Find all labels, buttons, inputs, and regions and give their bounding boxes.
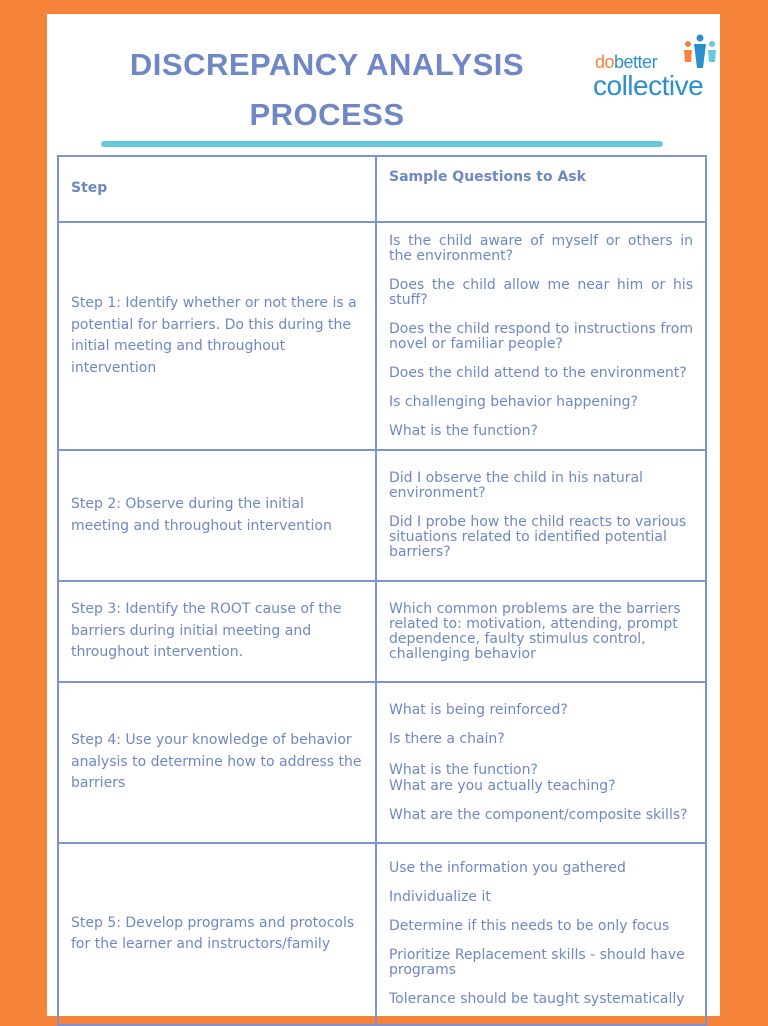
question-item: Does the child respond to instructions from novel or familiar people? (389, 320, 693, 352)
step-cell: Step 1: Identify whether or not there is a potential for barriers. Do this during the initial meeting and throughout intervention (58, 222, 376, 450)
table-row (58, 843, 706, 1025)
questions-cell (376, 682, 706, 843)
table-row (58, 581, 706, 682)
header-questions: Sample Questions to Ask (376, 156, 706, 222)
title-line-2: PROCESS (249, 97, 405, 132)
question-item: Is the child aware of myself or others in the environment? (389, 232, 693, 264)
page-title (107, 40, 547, 140)
question-item: Which common problems are the barriers related to: motivation, attending, prompt dependence, faulty stimulus control, challenging behavior (389, 600, 681, 662)
table-row (58, 222, 706, 450)
step-cell: Step 4: Use your knowledge of behavior analysis to determine how to address the barriers (58, 682, 376, 843)
document-page (47, 14, 720, 1016)
question-item: What is the function? (389, 761, 538, 778)
question-item: Determine if this needs to be only focus (389, 918, 670, 934)
table-header-row (58, 156, 706, 222)
question-item: What is being reinforced? (389, 701, 568, 718)
step-cell: Step 2: Observe during the initial meeting and throughout intervention (58, 450, 376, 581)
question-item: Did I probe how the child reacts to various situations related to identified potential barriers? (389, 514, 687, 560)
question-item: Does the child attend to the environment? (389, 364, 687, 381)
discrepancy-table (57, 155, 707, 1026)
logo-collective-text: collective (593, 70, 704, 101)
question-item: What are the component/composite skills? (389, 806, 688, 823)
title-divider (101, 141, 663, 147)
question-item: Does the child allow me near him or his stuff? (389, 276, 693, 308)
question-item: Is challenging behavior happening? (389, 393, 638, 410)
title-line-1: DISCREPANCY ANALYSIS (129, 47, 525, 82)
questions-cell (376, 450, 706, 581)
questions-cell (376, 222, 706, 450)
table-row (58, 450, 706, 581)
question-item: What is the function? (389, 422, 538, 439)
step-cell: Step 3: Identify the ROOT cause of the barriers during initial meeting and throughout intervention. (58, 581, 376, 682)
questions-cell (376, 581, 706, 682)
question-item: Individualize it (389, 889, 491, 905)
dobetter-collective-logo (581, 32, 716, 104)
question-item: Is there a chain? (389, 730, 505, 747)
orange-frame (33, 0, 735, 1024)
questions-cell (376, 843, 706, 1025)
people-figures-icon (683, 34, 717, 70)
question-item: What are you actually teaching? (389, 777, 616, 794)
header-step: Step (58, 156, 376, 222)
question-item: Prioritize Replacement skills - should have programs (389, 947, 685, 978)
step-cell: Step 5: Develop programs and protocols for the learner and instructors/family (58, 843, 376, 1025)
question-item: Use the information you gathered (389, 860, 626, 876)
table-row (58, 682, 706, 843)
question-item: Did I observe the child in his natural environment? (389, 470, 643, 501)
question-item: Tolerance should be taught systematically (389, 991, 685, 1007)
logo-top-text: dobetter (595, 52, 658, 72)
